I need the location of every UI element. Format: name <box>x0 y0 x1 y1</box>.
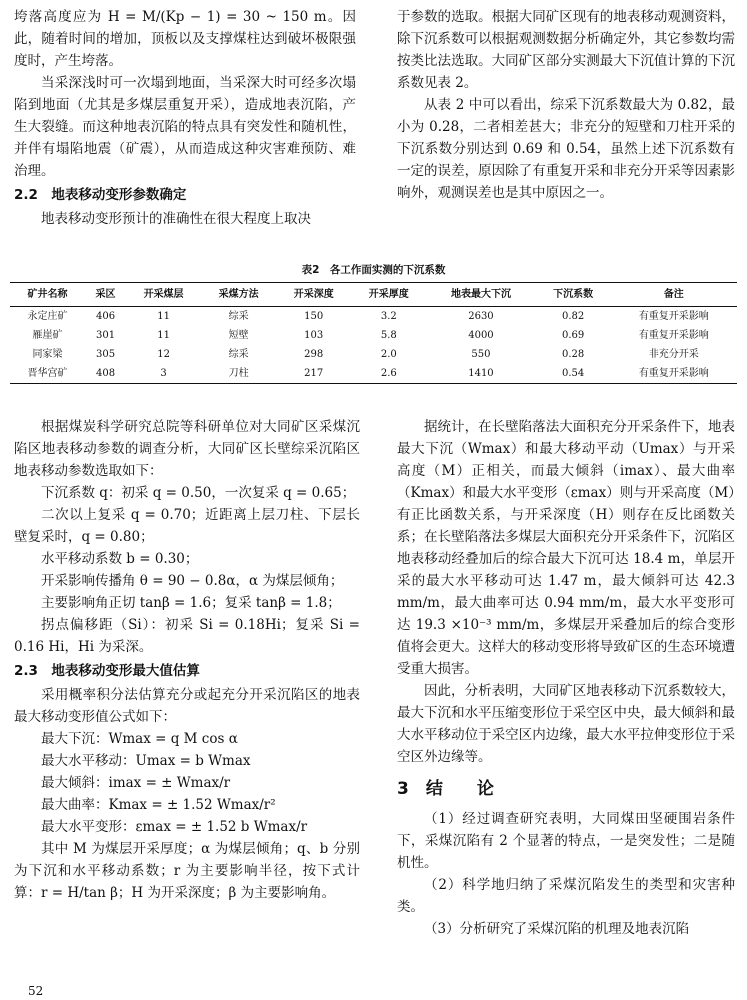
cell: 2.0 <box>380 349 397 360</box>
left-column-bottom <box>14 416 360 904</box>
cell: 1410 <box>468 368 494 379</box>
cell: 有重复开采影响 <box>638 368 709 379</box>
cell: 301 <box>96 330 116 341</box>
header-cell: 备注 <box>663 289 684 300</box>
paragraph: 其中 M 为煤层开采厚度；α 为煤层倾角；q、b 分别为下沉和水平移动系数；r 为主要影响半径，按下式计算：r = H/tan β；H 为开采深度；β 为主要影响角。 <box>14 841 360 901</box>
header-cell: 采区 <box>95 289 116 300</box>
header-cell: 下沉系数 <box>553 289 594 300</box>
formula-line: 最大水平移动：Umax = b Wmax <box>41 753 251 769</box>
cell: 0.28 <box>561 349 585 360</box>
header-cell: 开采深度 <box>293 289 334 300</box>
cell: 3 <box>160 368 167 379</box>
formula-line: 最大倾斜：imax = ± Wmax/r <box>41 775 231 791</box>
cell: 2.6 <box>380 368 397 379</box>
paragraph: 垮落高度应为 H = M/(Kp − 1) = 30 ~ 150 m。因此，随着时间的增加，顶板以及支撑煤柱达到破坏极限强度时，产生垮落。 <box>14 9 356 69</box>
page-number: 52 <box>28 984 44 998</box>
paragraph: 当采深浅时可一次塌到地面，当采深大时可经多次塌陷到地面（尤其是多煤层重复开采），造成地表沉陷，产生大裂缝。而这种地表沉陷的特点具有突发性和随机性，并伴有塌陷地震（矿震），从而造成这种灾害难预防、难治理。 <box>14 75 356 179</box>
cell: 综采 <box>228 311 249 322</box>
cell: 406 <box>96 311 116 322</box>
cell: 非充分开采 <box>648 349 699 360</box>
cell: 综采 <box>228 349 249 360</box>
header-cell: 开采厚度 <box>368 289 409 300</box>
table-row <box>10 364 737 384</box>
cell: 4000 <box>468 330 494 341</box>
table-2 <box>10 262 737 384</box>
cell: 298 <box>304 349 324 360</box>
cell: 305 <box>96 349 116 360</box>
header-cell: 采煤方法 <box>218 289 259 300</box>
table-header-row <box>10 283 737 307</box>
cell: 雁崖矿 <box>32 330 63 341</box>
formula-line: 最大水平变形：εmax = ± 1.52 b Wmax/r <box>41 819 308 835</box>
cell: 3.2 <box>380 311 397 322</box>
parameter-line: 主要影响角正切 tanβ = 1.6；复采 tanβ = 1.8； <box>41 595 341 611</box>
cell: 0.82 <box>561 311 585 322</box>
parameter-line: 开采影响传播角 θ = 90 − 0.8α，α 为煤层倾角； <box>41 573 344 589</box>
cell: 有重复开采影响 <box>638 330 709 341</box>
header-cell: 开采煤层 <box>143 289 184 300</box>
cell: 103 <box>304 330 324 341</box>
cell: 刀柱 <box>228 368 249 379</box>
section-heading-3: 3 结 论 <box>397 779 494 799</box>
cell: 5.8 <box>380 330 397 341</box>
parameter-line: 二次以上复采 q = 0.70；近距离上层刀柱、下层长壁复采时，q = 0.80； <box>14 507 360 545</box>
right-column-top <box>397 6 735 204</box>
cell: 永定庄矿 <box>27 311 68 322</box>
formula-line: 最大下沉：Wmax = q M cos α <box>41 731 238 747</box>
cell: 2630 <box>468 311 494 322</box>
section-heading-2-2: 2.2 地表移动变形参数确定 <box>14 187 187 203</box>
cell: 150 <box>304 311 324 322</box>
paragraph: 根据煤炭科学研究总院等科研单位对大同矿区采煤沉陷区地表移动参数的调查分析，大同矿区长壁综采沉陷区地表移动参数选取如下： <box>14 419 360 479</box>
cell: 晋华宫矿 <box>27 368 68 379</box>
conclusion-item: （2）科学地归纳了采煤沉陷发生的类型和灾害种类。 <box>397 877 735 915</box>
cell: 11 <box>157 330 170 341</box>
table-row <box>10 345 737 364</box>
table-row <box>10 307 737 327</box>
paragraph: 地表移动变形预计的准确性在很大程度上取决 <box>41 211 311 227</box>
settlement-coefficient-table <box>10 282 737 384</box>
table-caption: 表2 各工作面实测的下沉系数 <box>301 264 446 276</box>
left-column-top <box>14 6 356 230</box>
table-row <box>10 326 737 345</box>
cell: 0.54 <box>561 368 585 379</box>
paragraph: 据统计，在长壁陷落法大面积充分开采条件下，地表最大下沉（Wmax）和最大移动平动（Umax）与开采高度（M）正相关，而最大倾斜（imax）、最大曲率（Kmax）和最大水平变形（εmax）则与开采高度（M）有正比函数关系，与开采深度（H）则存在反比函数关系；在长壁陷落法多煤层大面积充分开采条件下，沉陷区地表移动经叠加后的综合最大下沉可达 18.4 m，单层开采的最大水平移动可达 1.47 m，最大倾斜可达 42.3 mm/m，最大曲率可达 0.94 mm/m，最大水平变形可达 19.3 ×10⁻³ mm/m，多煤层开采叠加后的综合变形值将会更大。这样大的移动变形将导致矿区的生态环境遭受重大损害。 <box>397 419 735 677</box>
conclusion-item: （3）分析研究了采煤沉陷的机理及地表沉陷 <box>424 921 690 937</box>
conclusion-item: （1）经过调查研究表明，大同煤田坚硬围岩条件下，采煤沉陷有 2 个显著的特点，一是突发性；二是随机性。 <box>397 811 735 871</box>
cell: 0.69 <box>561 330 585 341</box>
cell: 有重复开采影响 <box>638 311 709 322</box>
cell: 217 <box>304 368 324 379</box>
cell: 同家梁 <box>32 349 63 360</box>
cell: 11 <box>157 311 170 322</box>
cell: 短壁 <box>228 330 249 341</box>
paragraph: 从表 2 中可以看出，综采下沉系数最大为 0.82，最小为 0.28，二者相差甚大；非充分的短壁和刀柱开采的下沉系数分别达到 0.69 和 0.54，虽然上述下沉系数有一定的误差，原因除了有重复开采和非充分开采等因素影响外，观测误差也是其中原因之一。 <box>397 97 735 201</box>
cell: 550 <box>471 349 491 360</box>
paragraph: 采用概率积分法估算充分或起充分开采沉陷区的地表最大移动变形值公式如下： <box>14 687 360 725</box>
paragraph: 因此，分析表明，大同矿区地表移动下沉系数较大，最大下沉和水平压缩变形位于采空区中央，最大倾斜和最大水平移动位于采空区内边缘，最大水平拉伸变形位于采空区外边缘等。 <box>397 683 735 765</box>
right-column-bottom <box>397 416 735 940</box>
parameter-line: 下沉系数 q：初采 q = 0.50，一次复采 q = 0.65； <box>41 485 356 501</box>
parameter-line: 水平移动系数 b = 0.30； <box>41 551 199 567</box>
formula-line: 最大曲率：Kmax = ± 1.52 Wmax/r² <box>41 797 276 813</box>
header-cell: 矿井名称 <box>27 289 68 300</box>
parameter-line: 拐点偏移距（Si）：初采 Si = 0.18Hi；复采 Si = 0.16 Hi，Hi 为采深。 <box>14 617 360 655</box>
paragraph: 于参数的选取。根据大同矿区现有的地表移动观测资料，除下沉系数可以根据观测数据分析确定外，其它参数均需按类比法选取。大同矿区部分实测最大下沉值计算的下沉系数见表 2。 <box>397 9 735 91</box>
section-heading-2-3: 2.3 地表移动变形最大值估算 <box>14 663 200 679</box>
header-cell: 地表最大下沉 <box>450 289 511 300</box>
cell: 12 <box>157 349 170 360</box>
cell: 408 <box>96 368 116 379</box>
